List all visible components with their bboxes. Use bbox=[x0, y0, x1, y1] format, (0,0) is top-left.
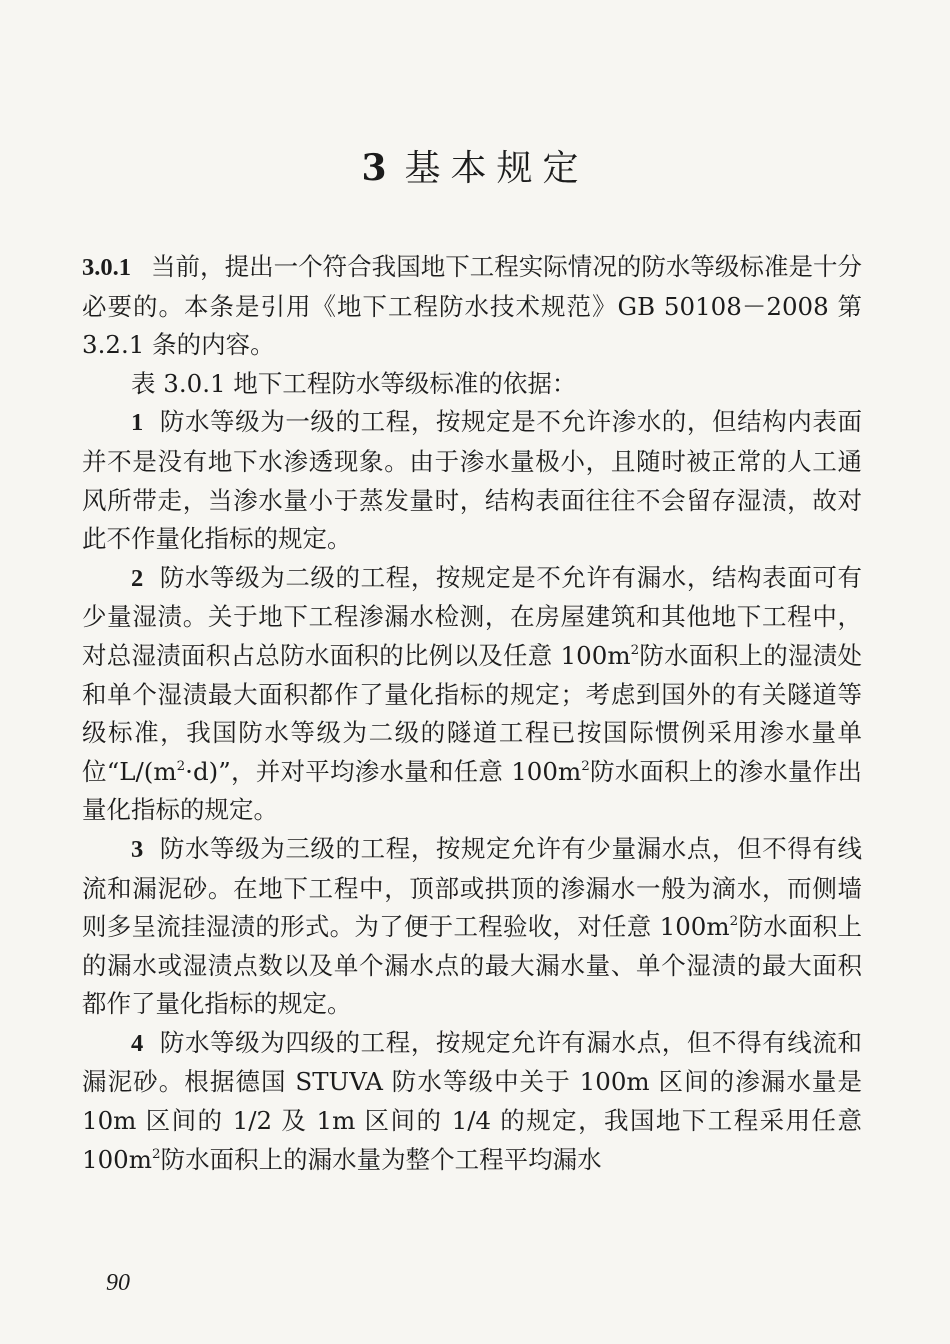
item-text: 防水等级为四级的工程，按规定允许有漏水点，但不得有线流和漏泥砂。根据德国 STUVA 防水等级中关于 100m 区间的渗漏水量是 10m 区间的 1/2 及 1m 区间的 1/4 的规定，我国地下工程采用任意 100m bbox=[82, 1027, 862, 1174]
item-paragraph-3 bbox=[82, 830, 862, 1024]
item-number: 4 bbox=[131, 1029, 144, 1057]
item-text: 防水面积上的湿渍处和单个湿渍最大面积都作了量化指标的规定；考虑到国外的有关隧道等级标准，我国防水等级为二级的隧道工程已按国际惯例采用渗水量单位“L/(m bbox=[82, 640, 863, 786]
item-text: 防水面积上的漏水或湿渍点数以及单个漏水点的最大漏水量、单个湿渍的最大面积都作了量化指标的规定。 bbox=[82, 912, 863, 1019]
item-text: ·d)”，并对平均渗水量和任意 100m bbox=[185, 756, 582, 786]
item-text: 防水等级为三级的工程，按规定允许有少量漏水点，但不得有线流和漏泥砂。在地下工程中，顶部或拱顶的渗漏水一般为滴水，而侧墙则多呈流挂湿渍的形式。为了便于工程验收，对任意 100m bbox=[82, 833, 862, 942]
item-paragraph-2 bbox=[82, 559, 862, 830]
chapter-title-text: 基本规定 bbox=[404, 148, 589, 189]
item-text: 防水面积上的渗水量作出量化指标的规定。 bbox=[82, 756, 863, 825]
clause-number: 3.0.1 bbox=[82, 254, 131, 281]
intro-paragraph: 表 3.0.1 地下工程防水等级标准的依据： bbox=[131, 368, 577, 398]
chapter-number: 3 bbox=[361, 147, 387, 189]
item-paragraph-4 bbox=[82, 1024, 862, 1179]
item-number: 2 bbox=[131, 564, 144, 592]
clause-paragraph bbox=[82, 248, 862, 365]
item-number: 1 bbox=[131, 409, 144, 437]
chapter-title bbox=[0, 140, 950, 191]
item-text: 防水面积上的漏水量为整个工程平均漏水 bbox=[160, 1144, 602, 1174]
page-number: 90 bbox=[106, 1270, 130, 1296]
item-text: 防水等级为二级的工程，按规定是不允许有漏水，结构表面可有少量湿渍。关于地下工程渗漏水检测，在房屋建筑和其他地下工程中，对总湿渍面积占总防水面积的比例以及任意 100m bbox=[82, 562, 862, 670]
superscript: 2 bbox=[176, 757, 186, 774]
superscript: 2 bbox=[581, 757, 590, 774]
item-paragraph-1 bbox=[82, 403, 862, 558]
clause-text: 当前，提出一个符合我国地下工程实际情况的防水等级标准是十分必要的。本条是引用《地下工程防水技术规范》GB 50108－2008 第 3.2.1 条的内容。 bbox=[82, 252, 862, 360]
item-number: 3 bbox=[131, 835, 144, 863]
superscript: 2 bbox=[152, 1145, 161, 1162]
body-text bbox=[82, 248, 862, 1179]
item-text: 防水等级为一级的工程，按规定是不允许渗水的，但结构内表面并不是没有地下水渗透现象。由于渗水量极小，且随时被正常的人工通风所带走，当渗水量小于蒸发量时，结构表面往往不会留存湿渍，故对此不作量化指标的规定。 bbox=[82, 407, 862, 554]
superscript: 2 bbox=[729, 913, 739, 929]
superscript: 2 bbox=[630, 641, 640, 658]
